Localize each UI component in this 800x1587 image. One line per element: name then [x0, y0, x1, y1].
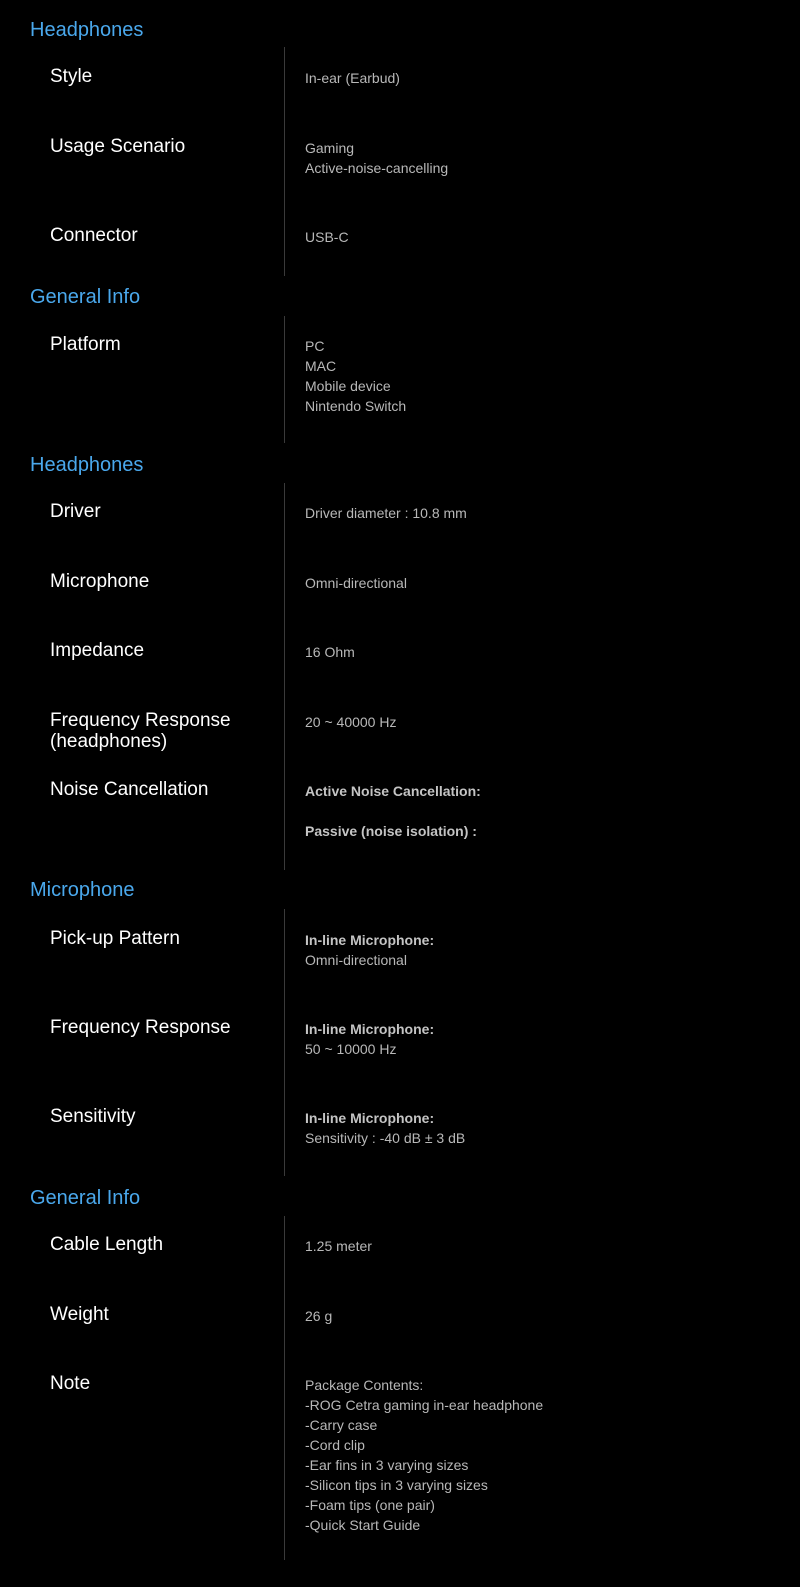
- spec-value-line: Gaming: [305, 140, 355, 156]
- spec-value-line: Sensitivity : -40 dB ± 3 dB: [305, 1130, 466, 1146]
- spec-value-line: -Ear fins in 3 varying sizes: [305, 1457, 469, 1473]
- spec-value-frequency-response-headphones: [305, 712, 785, 732]
- spec-value-style: [305, 68, 785, 88]
- spec-value-line: 20 ~ 40000 Hz: [305, 714, 397, 730]
- spec-value-line: -Cord clip: [305, 1437, 365, 1453]
- spec-value-pick-up-pattern: [305, 930, 785, 970]
- spec-value-connector: [305, 227, 785, 247]
- spec-value-line: Nintendo Switch: [305, 398, 407, 414]
- spec-value-line: -ROG Cetra gaming in-ear headphone: [305, 1397, 544, 1413]
- spec-value-line: Omni-directional: [305, 952, 407, 968]
- spec-value-note: [305, 1375, 785, 1535]
- spec-label-cable-length: Cable Length: [50, 1234, 164, 1255]
- spec-value-line: Active-noise-cancelling: [305, 160, 449, 176]
- spec-value-line: Active Noise Cancellation:: [305, 783, 481, 799]
- spec-label-style: Style: [50, 66, 93, 87]
- spec-value-sensitivity: [305, 1108, 785, 1148]
- spec-value-impedance: [305, 642, 785, 662]
- spec-value-line: Mobile device: [305, 378, 391, 394]
- section-title-general-info: General Info: [30, 286, 141, 308]
- spec-value-line: Driver diameter : 10.8 mm: [305, 505, 467, 521]
- spec-value-line: -Silicon tips in 3 varying sizes: [305, 1477, 488, 1493]
- spec-value-line: In-line Microphone:: [305, 1021, 435, 1037]
- spec-label-usage-scenario: Usage Scenario: [50, 136, 186, 157]
- spec-value-platform: [305, 336, 785, 416]
- spec-label-note: Note: [50, 1373, 91, 1394]
- spec-label-sensitivity: Sensitivity: [50, 1106, 136, 1127]
- spec-value-microphone: [305, 573, 785, 593]
- section-title-general-info: General Info: [30, 1187, 141, 1209]
- spec-value-cable-length: [305, 1236, 785, 1256]
- spec-value-line: 26 g: [305, 1308, 333, 1324]
- spec-label-platform: Platform: [50, 334, 121, 355]
- spec-value-line: In-line Microphone:: [305, 932, 435, 948]
- spec-label-driver: Driver: [50, 501, 101, 522]
- spec-label-microphone: Microphone: [50, 571, 150, 592]
- spec-value-line: -Carry case: [305, 1417, 378, 1433]
- spec-value-driver: [305, 503, 785, 523]
- spec-value-noise-cancellation: [305, 781, 785, 841]
- spec-value-usage-scenario: [305, 138, 785, 178]
- column-divider: [284, 47, 285, 276]
- spec-value-line: Package Contents:: [305, 1377, 424, 1393]
- spec-label-noise-cancellation: Noise Cancellation: [50, 779, 209, 800]
- spec-value-line: -Foam tips (one pair): [305, 1497, 435, 1513]
- spec-label-impedance: Impedance: [50, 640, 145, 661]
- spec-value-weight: [305, 1306, 785, 1326]
- spec-value-line: USB-C: [305, 229, 349, 245]
- spec-value-line: In-line Microphone:: [305, 1110, 435, 1126]
- spec-label-weight: Weight: [50, 1304, 109, 1325]
- spec-value-line: Passive (noise isolation) :: [305, 823, 477, 839]
- spec-value-line: -Quick Start Guide: [305, 1517, 421, 1533]
- blank-line: [305, 801, 785, 821]
- spec-value-line: 1.25 meter: [305, 1238, 372, 1254]
- spec-value-line: PC: [305, 338, 325, 354]
- spec-value-line: Omni-directional: [305, 575, 407, 591]
- column-divider: [284, 909, 285, 1176]
- spec-label-pick-up-pattern: Pick-up Pattern: [50, 928, 180, 949]
- column-divider: [284, 1216, 285, 1560]
- spec-value-line: 50 ~ 10000 Hz: [305, 1041, 397, 1057]
- spec-label-connector: Connector: [50, 225, 138, 246]
- spec-value-frequency-response: [305, 1019, 785, 1059]
- spec-value-line: In-ear (Earbud): [305, 70, 400, 86]
- spec-label-frequency-response: Frequency Response: [50, 1017, 231, 1038]
- column-divider: [284, 316, 285, 443]
- spec-label-frequency-response-headphones: Frequency Response (headphones): [50, 710, 231, 752]
- spec-value-line: MAC: [305, 358, 337, 374]
- spec-value-line: 16 Ohm: [305, 644, 355, 660]
- section-title-microphone: Microphone: [30, 879, 135, 901]
- section-title-headphones: Headphones: [30, 454, 144, 476]
- section-title-headphones: Headphones: [30, 19, 144, 41]
- column-divider: [284, 483, 285, 870]
